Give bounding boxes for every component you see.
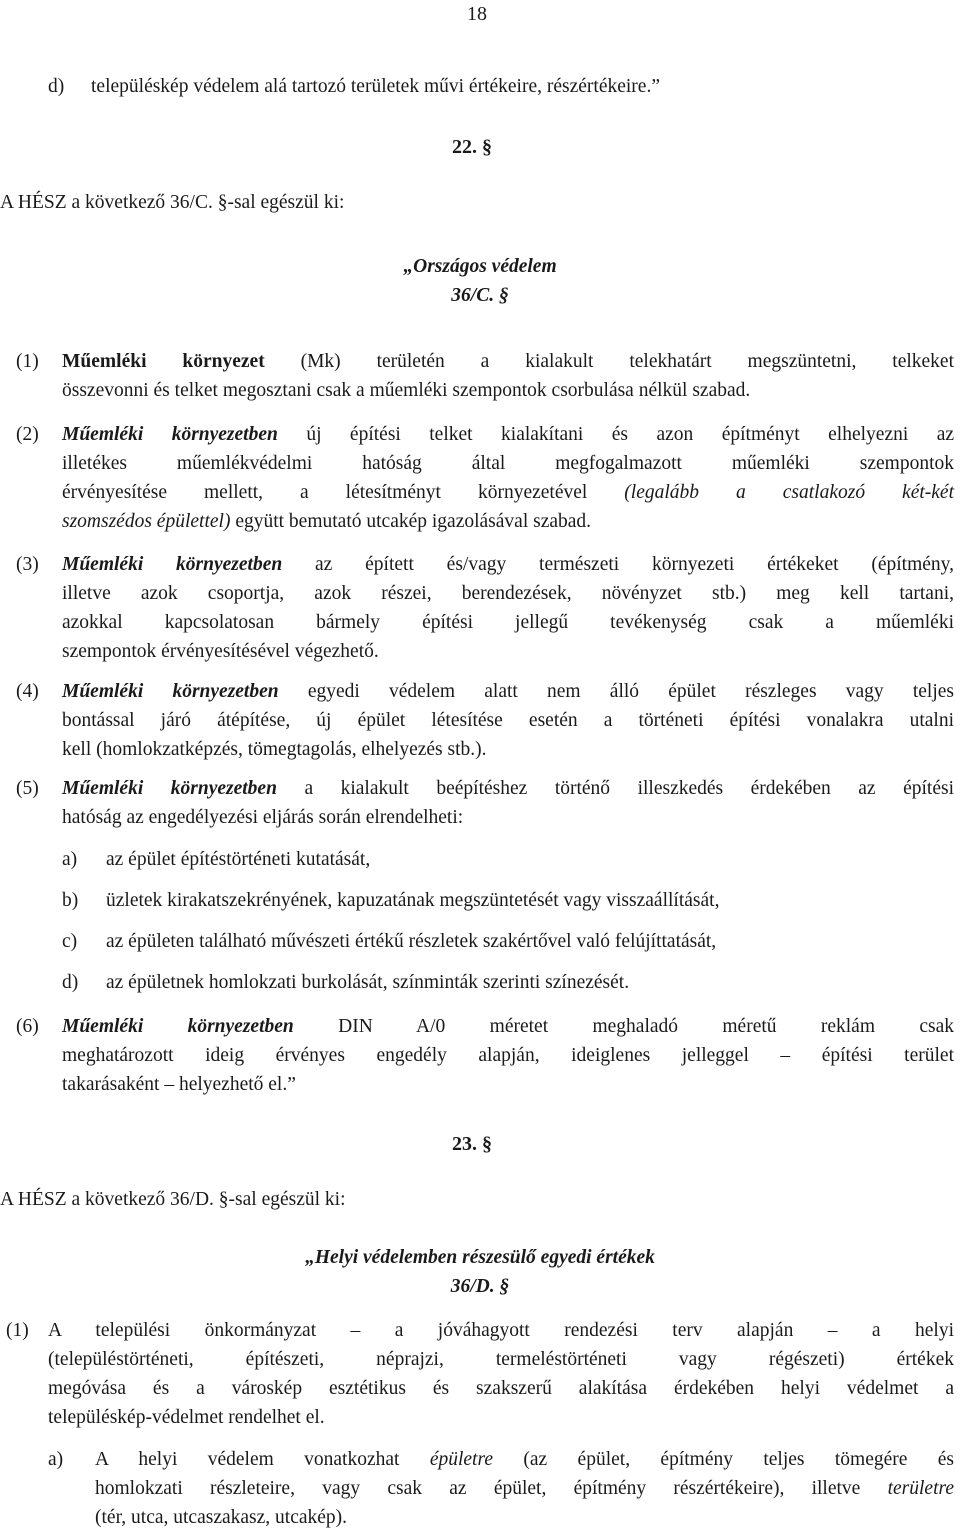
paragraph-line bbox=[62, 550, 954, 579]
list-item-line bbox=[95, 1445, 954, 1474]
paragraph-line: kell (homlokzatképzés, tömegtagolás, elhelyezés stb.). bbox=[62, 739, 487, 760]
chapter-title: „Országos védelem bbox=[403, 256, 557, 277]
defined-term: Műemléki környezetben bbox=[62, 424, 278, 445]
paragraph-line: bontással járó átépítése, új épület létesítése esetén a történeti építési vonalakra utalni bbox=[62, 710, 954, 731]
paragraph-line: szempontok érvényesítésével végezhető. bbox=[62, 641, 379, 662]
paragraph-text: az épített és/vagy természeti környezeti értékeket (építmény, bbox=[315, 554, 955, 575]
list-label: a) bbox=[48, 1449, 64, 1470]
paragraph-text: DIN A/0 méretet meghaladó méretű reklám csak bbox=[338, 1016, 955, 1037]
paragraph-line bbox=[62, 774, 954, 803]
list-label: c) bbox=[62, 931, 78, 952]
paragraph-line: (településtörténeti, építészeti, néprajzi, termeléstörténeti vagy régészeti) értékek bbox=[48, 1349, 954, 1370]
paragraph-line: illetve azok csoportja, azok részei, berendezések, növényzet stb.) meg kell tartani, bbox=[62, 583, 954, 604]
paragraph-text: (Mk) területén a kialakult telekhatárt megszüntetni, telkeket bbox=[300, 351, 954, 372]
paragraph-line bbox=[62, 677, 954, 706]
list-item-text: homlokzati részleteire, vagy csak az épület, építmény részértékeire), illetve bbox=[95, 1478, 861, 1499]
paragraph-number: 36/D. § bbox=[450, 1276, 510, 1297]
list-item-line bbox=[95, 1474, 954, 1503]
list-item-text: (az épület, építmény teljes tömegére és bbox=[523, 1449, 955, 1470]
defined-term: Műemléki környezetben bbox=[62, 681, 279, 702]
italic-text: területre bbox=[887, 1478, 955, 1499]
list-item-text: üzletek kirakatszekrényének, kapuzatának megszüntetését vagy visszaállítását, bbox=[106, 890, 720, 911]
item-number: (4) bbox=[16, 681, 39, 702]
defined-term: Műemléki környezetben bbox=[62, 778, 277, 799]
paragraph-text: egyedi védelem alatt nem álló épület részleges vagy teljes bbox=[307, 681, 954, 702]
item-number: (6) bbox=[16, 1016, 39, 1037]
list-item-text: az épületnek homlokzati burkolását, színminták szerinti színezését. bbox=[106, 972, 630, 993]
list-label: b) bbox=[62, 890, 79, 911]
paragraph-line bbox=[62, 478, 954, 507]
paragraph-line: A települési önkormányzat – a jóváhagyott rendezési terv alapján – a helyi bbox=[48, 1320, 954, 1341]
list-item-text: településkép védelem alá tartozó területek művi értékeire, részértékeire.” bbox=[91, 76, 660, 97]
paragraph-text: új építési telket kialakítani és azon építményt elhelyezni az bbox=[306, 424, 955, 445]
section-intro: A HÉSZ a következő 36/C. §-sal egészül ki: bbox=[0, 192, 345, 213]
italic-text: épületre bbox=[429, 1449, 493, 1470]
list-item-line: (tér, utca, utcaszakasz, utcakép). bbox=[95, 1507, 348, 1528]
item-number: (2) bbox=[16, 424, 39, 445]
list-item-text: az épületen található művészeti értékű részletek szakértővel való felújíttatását, bbox=[106, 931, 717, 952]
paragraph-line: azokkal kapcsolatosan bármely építési jellegű tevékenység csak a műemléki bbox=[62, 612, 954, 633]
paragraph-line bbox=[62, 420, 954, 449]
list-label: d) bbox=[48, 76, 65, 97]
item-number: (3) bbox=[16, 554, 39, 575]
section-heading: 22. § bbox=[452, 136, 492, 158]
paragraph-line bbox=[62, 507, 591, 536]
paragraph-line: takarásaként – helyezhető el.” bbox=[62, 1074, 296, 1095]
paragraph-line: hatóság az engedélyezési eljárás során elrendelheti: bbox=[62, 807, 464, 828]
paragraph-line: meghatározott ideig érvényes engedély alapján, ideiglenes jelleggel – építési terület bbox=[62, 1045, 954, 1066]
defined-term: Műemléki környezet bbox=[62, 351, 265, 372]
paragraph-text: érvényesítése mellett, a létesítményt környezetével bbox=[62, 482, 588, 503]
item-number: (1) bbox=[6, 1320, 29, 1341]
list-label: d) bbox=[62, 972, 79, 993]
paragraph-line bbox=[62, 1012, 954, 1041]
paragraph-number: 36/C. § bbox=[451, 285, 509, 306]
paragraph-line: megóvása és a városkép esztétikus és szakszerű alakítása érdekében helyi védelmet a bbox=[48, 1378, 954, 1399]
italic-text: szomszédos épülettel) bbox=[62, 511, 231, 532]
page-number: 18 bbox=[467, 3, 487, 25]
paragraph-line: összevonni és telket megosztani csak a műemléki szempontok csorbulása nélkül szabad. bbox=[62, 380, 751, 401]
italic-text: (legalább a csatlakozó két-két bbox=[624, 482, 955, 503]
item-number: (5) bbox=[16, 778, 39, 799]
section-heading: 23. § bbox=[452, 1133, 492, 1155]
defined-term: Műemléki környezetben bbox=[62, 1016, 294, 1037]
paragraph-line bbox=[62, 347, 954, 376]
list-item-text: A helyi védelem vonatkozhat bbox=[95, 1449, 400, 1470]
item-number: (1) bbox=[16, 351, 39, 372]
list-item-text: az épület építéstörténeti kutatását, bbox=[106, 849, 371, 870]
section-intro: A HÉSZ a következő 36/D. §-sal egészül ki: bbox=[0, 1189, 346, 1210]
paragraph-line: illetékes műemlékvédelmi hatóság által megfogalmazott műemléki szempontok bbox=[62, 453, 954, 474]
defined-term: Műemléki környezetben bbox=[62, 554, 283, 575]
paragraph-text: együtt bemutató utcakép igazolásával szabad. bbox=[235, 511, 592, 532]
paragraph-line: településkép-védelmet rendelhet el. bbox=[48, 1407, 325, 1428]
list-label: a) bbox=[62, 849, 78, 870]
chapter-title: „Helyi védelemben részesülő egyedi értékek bbox=[305, 1247, 655, 1268]
paragraph-text: a kialakult beépítéshez történő illeszkedés érdekében az építési bbox=[304, 778, 954, 799]
